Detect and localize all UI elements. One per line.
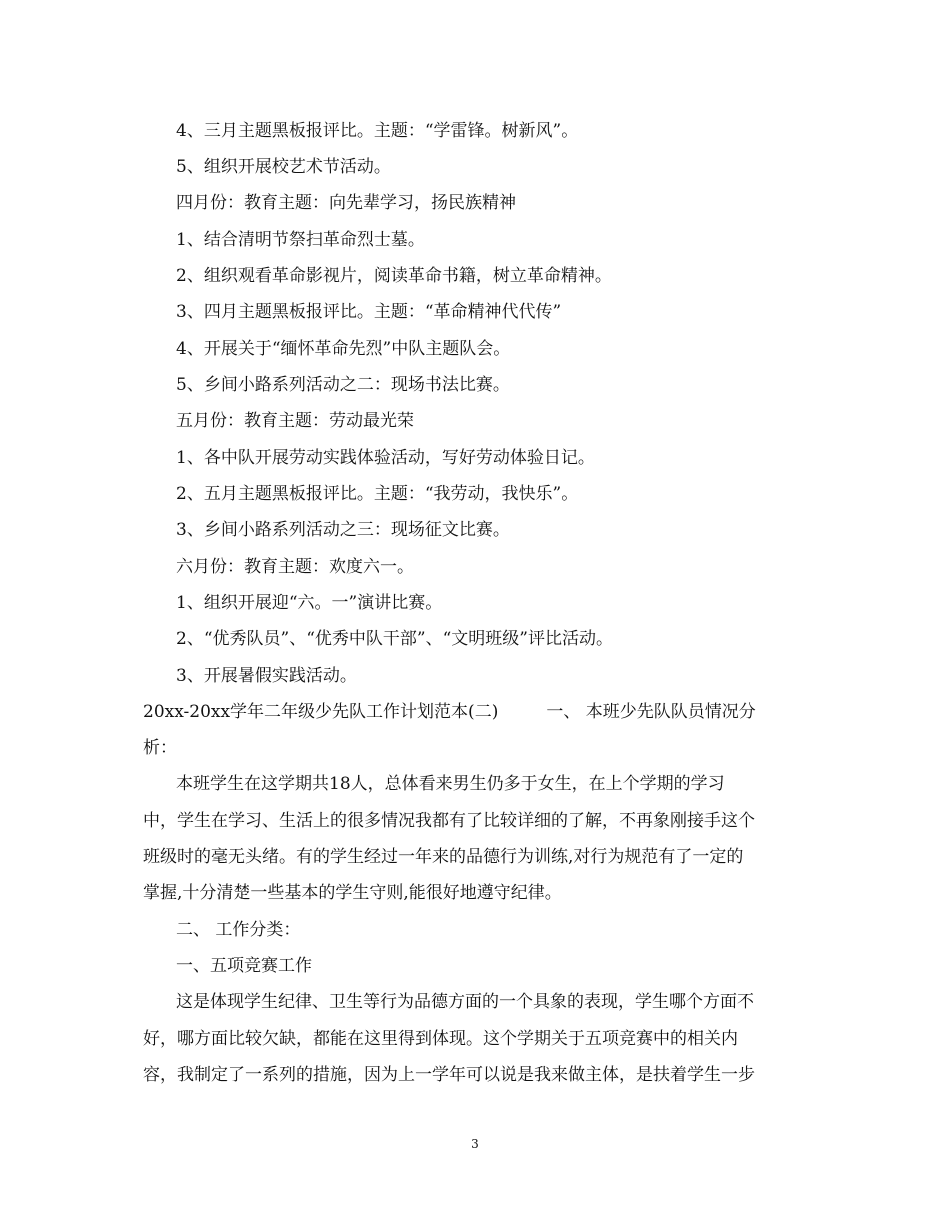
paragraph-1-line-4: 掌握,十分清楚一些基本的学生守则,能很好地遵守纪律。 — [143, 883, 562, 903]
section-title: 20xx-20xx学年二年级少先队工作计划范本(二) — [143, 702, 499, 722]
paragraph-2-line-1: 这是体现学生纪律、卫生等行为品德方面的一个具象的表现，学生哪个方面不 — [176, 992, 754, 1012]
may-item-1: 1、各中队开展劳动实践体验活动，写好劳动体验日记。 — [176, 448, 595, 468]
april-item-5: 5、乡间小路系列活动之二：现场书法比赛。 — [176, 375, 510, 395]
section-title-line — [143, 694, 823, 730]
paragraph-1-line-3: 班级时的毫无头绪。有的学生经过一年来的品德行为训练,对行为规范有了一定的 — [143, 847, 744, 867]
may-heading: 五月份：教育主题：劳动最光荣 — [176, 411, 414, 431]
section-subtitle-cont: 析： — [143, 738, 177, 758]
five-competition-heading: 一、五项竞赛工作 — [176, 956, 312, 976]
april-item-3: 3、四月主题黑板报评比。主题：“革命精神代代传” — [176, 302, 562, 322]
june-heading: 六月份：教育主题：欢度六一。 — [176, 557, 414, 577]
april-item-1: 1、结合清明节祭扫革命烈士墓。 — [176, 230, 425, 250]
june-item-2: 2、“优秀队员”、“优秀中队干部”、“文明班级”评比活动。 — [176, 629, 613, 649]
march-item-5: 5、组织开展校艺术节活动。 — [176, 157, 391, 177]
paragraph-1-line-2: 中，学生在学习、生活上的很多情况我都有了比较详细的了解，不再象刚接手这个 — [143, 811, 755, 831]
paragraph-2-line-3: 容，我制定了一系列的措施，因为上一学年可以说是我来做主体，是扶着学生一步 — [143, 1065, 755, 1085]
april-heading: 四月份：教育主题：向先辈学习，扬民族精神 — [176, 193, 516, 213]
section-subtitle: 一、 本班少先队队员情况分 — [546, 702, 756, 722]
may-item-2: 2、五月主题黑板报评比。主题：“我劳动，我快乐”。 — [176, 484, 579, 504]
march-item-4: 4、三月主题黑板报评比。主题：“学雷锋。树新风”。 — [176, 121, 579, 141]
paragraph-1-line-1: 本班学生在这学期共18人，总体看来男生仍多于女生，在上个学期的学习 — [176, 774, 725, 794]
june-item-1: 1、组织开展迎“六。一”演讲比赛。 — [176, 593, 443, 613]
june-item-3: 3、开展暑假实践活动。 — [176, 666, 357, 686]
work-category-heading: 二、 工作分类： — [176, 920, 301, 940]
april-item-4: 4、开展关于“缅怀革命先烈”中队主题队会。 — [176, 339, 511, 359]
page-number: 3 — [471, 1137, 479, 1151]
april-item-2: 2、组织观看革命影视片，阅读革命书籍，树立革命精神。 — [176, 266, 612, 286]
may-item-3: 3、乡间小路系列活动之三：现场征文比赛。 — [176, 520, 510, 540]
paragraph-2-line-2: 好，哪方面比较欠缺，都能在这里得到体现。这个学期关于五项竞赛中的相关内 — [143, 1029, 738, 1049]
